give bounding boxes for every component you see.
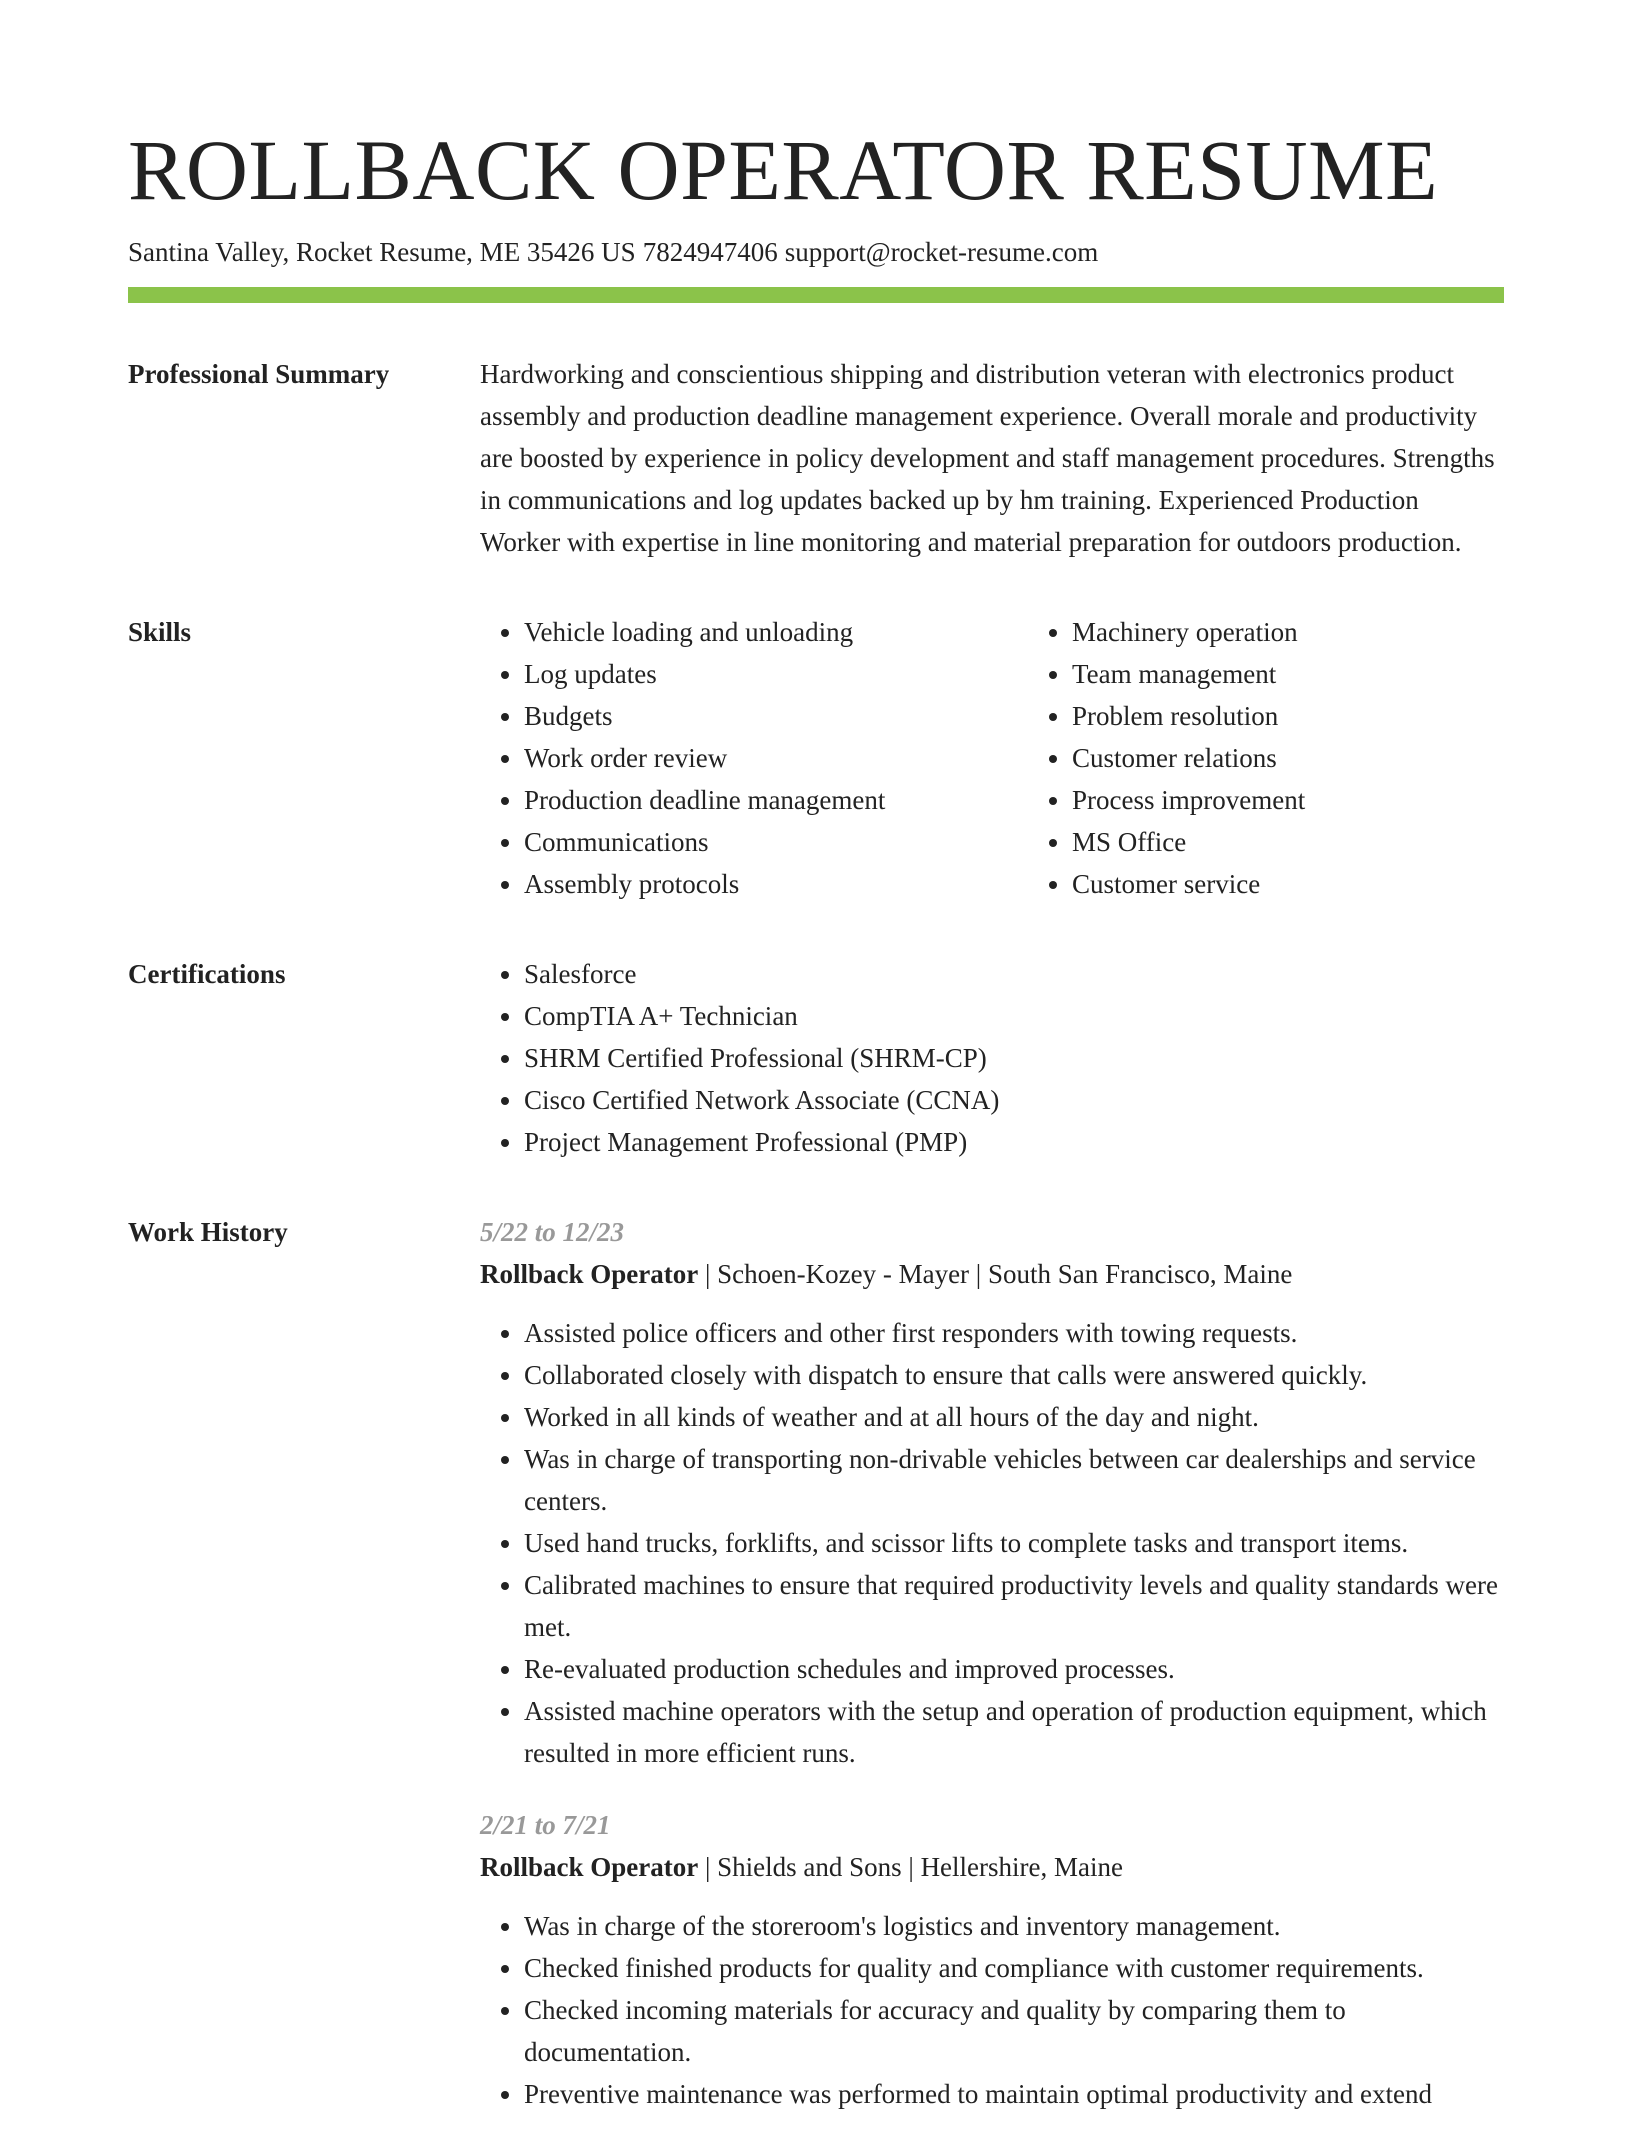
list-item: • MS Office — [1072, 821, 1504, 863]
job-employer-location: | Shields and Sons | Hellershire, Maine — [698, 1852, 1123, 1882]
list-item: • Machinery operation — [1072, 611, 1504, 653]
list-item: • Checked incoming materials for accuracy and quality by comparing them to documentation. — [524, 1989, 1504, 2073]
job-bullets — [480, 1312, 1504, 1774]
list-item: • Customer service — [1072, 863, 1504, 905]
contact-email[interactable]: support@rocket-resume.com — [784, 237, 1099, 267]
list-item: • Salesforce — [524, 953, 1504, 995]
list-item: • Production deadline management — [524, 779, 1028, 821]
list-item: • Cisco Certified Network Associate (CCNA) — [524, 1079, 1504, 1121]
skills-grid — [480, 611, 1504, 905]
section-title-summary: Professional Summary — [128, 359, 390, 389]
section-title-work-history: Work History — [128, 1217, 288, 1247]
job-dates: 5/22 to 12/23 — [480, 1217, 625, 1247]
section-professional-summary — [128, 353, 1504, 563]
contact-phone: 7824947406 — [642, 237, 778, 267]
section-title-skills: Skills — [128, 617, 192, 647]
list-item: • Was in charge of the storeroom's logistics and inventory management. — [524, 1905, 1504, 1947]
list-item: • Project Management Professional (PMP) — [524, 1121, 1504, 1163]
job-heading — [480, 1253, 1504, 1295]
job-entry — [480, 1804, 1504, 2115]
resume-page — [128, 0, 1504, 2145]
section-title-certifications: Certifications — [128, 959, 286, 989]
list-item: • Process improvement — [1072, 779, 1504, 821]
list-item: • Preventive maintenance was performed to maintain optimal productivity and extend — [524, 2073, 1504, 2115]
certifications-body — [480, 953, 1504, 1163]
list-item: • SHRM Certified Professional (SHRM-CP) — [524, 1037, 1504, 1079]
list-item: • Team management — [1072, 653, 1504, 695]
list-item: • Assisted machine operators with the setup and operation of production equipment, which resulted in more efficient runs. — [524, 1690, 1504, 1774]
job-bullets — [480, 1905, 1504, 2115]
list-item: • Problem resolution — [1072, 695, 1504, 737]
certifications-list — [480, 953, 1504, 1163]
list-item: • Calibrated machines to ensure that required productivity levels and quality standards were met. — [524, 1564, 1504, 1648]
section-certifications — [128, 953, 1504, 1163]
list-item: • Re-evaluated production schedules and improved processes. — [524, 1648, 1504, 1690]
contact-line — [128, 234, 1504, 270]
list-item: • Budgets — [524, 695, 1028, 737]
job-title: Rollback Operator — [480, 1852, 699, 1882]
section-skills — [128, 611, 1504, 905]
job-entry — [480, 1211, 1504, 1774]
summary-body — [480, 353, 1504, 563]
section-work-history — [128, 1211, 1504, 2145]
skills-list-left — [480, 611, 1028, 905]
list-item: • Communications — [524, 821, 1028, 863]
job-heading — [480, 1846, 1504, 1888]
contact-address: Santina Valley, Rocket Resume, ME 35426 US — [128, 237, 636, 267]
list-item: • Worked in all kinds of weather and at all hours of the day and night. — [524, 1396, 1504, 1438]
list-item: • CompTIA A+ Technician — [524, 995, 1504, 1037]
job-dates: 2/21 to 7/21 — [480, 1810, 611, 1840]
list-item: • Customer relations — [1072, 737, 1504, 779]
header-accent-rule — [128, 287, 1504, 303]
work-history-body — [480, 1211, 1504, 2145]
list-item: • Collaborated closely with dispatch to ensure that calls were answered quickly. — [524, 1354, 1504, 1396]
summary-text: Hardworking and conscientious shipping and distribution veteran with electronics product assembly and production deadline management experience. Overall morale and productivity are boosted by experience in policy development and staff management procedures. Strengths in communications and log updates backed up by hm training. Experienced Production Worker with expertise in line monitoring and material preparation for outdoors production. — [480, 359, 1495, 557]
resume-title: ROLLBACK OPERATOR RESUME — [128, 122, 1439, 218]
list-item: • Used hand trucks, forklifts, and scissor lifts to complete tasks and transport items. — [524, 1522, 1504, 1564]
job-employer-location: | Schoen-Kozey - Mayer | South San Francisco, Maine — [698, 1259, 1293, 1289]
list-item: • Checked finished products for quality and compliance with customer requirements. — [524, 1947, 1504, 1989]
list-item: • Was in charge of transporting non-drivable vehicles between car dealerships and service centers. — [524, 1438, 1504, 1522]
list-item: • Assisted police officers and other first responders with towing requests. — [524, 1312, 1504, 1354]
job-title: Rollback Operator — [480, 1259, 699, 1289]
list-item: • Vehicle loading and unloading — [524, 611, 1028, 653]
skills-list-right — [1028, 611, 1504, 905]
list-item: • Log updates — [524, 653, 1028, 695]
list-item: • Assembly protocols — [524, 863, 1028, 905]
list-item: • Work order review — [524, 737, 1028, 779]
